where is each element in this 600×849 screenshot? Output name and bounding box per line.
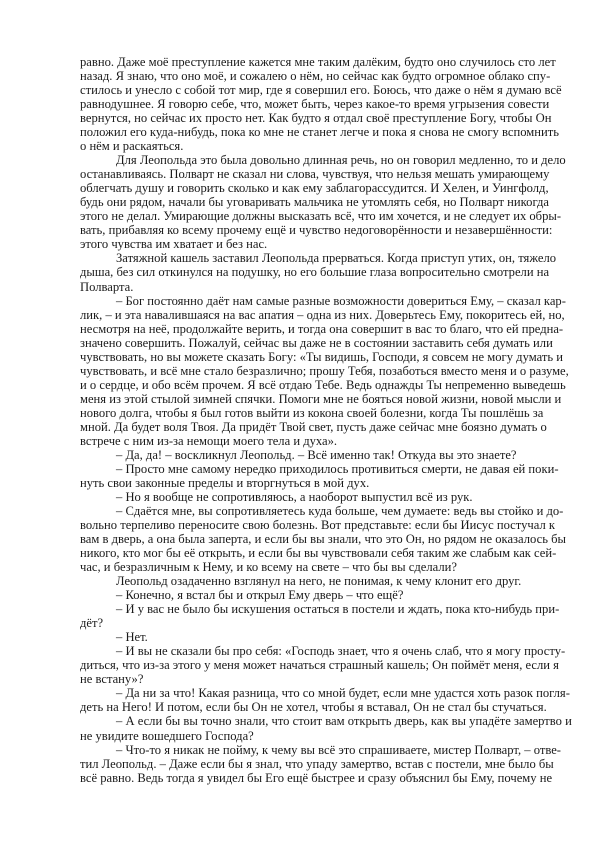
text-line: час, и безразличным к Нему, и ко всему на свете – что бы вы сделали? (80, 560, 457, 575)
text-line: Для Леопольда это была довольно длинная речь, но он говорил медленно, то и дело (116, 153, 566, 168)
text-line: диться, что из-за этого у меня может начаться страшный кашель; Он поймёт меня, если я (80, 658, 559, 673)
text-line: останавливаясь. Полварт не сказал ни слова, чувствуя, что нельзя мешать умирающему (80, 167, 550, 182)
text-line: несмотря на неё, продолжайте верить, и тогда она совершит в вас то благо, что ей предна- (80, 321, 564, 336)
document-page-text (80, 55, 572, 785)
text-line: деть на Него! И потом, если бы Он не хотел, чтобы я вставал, Он не стал бы стучаться. (80, 700, 547, 715)
text-line: – Что-то я никак не пойму, к чему вы всё это спрашиваете, мистер Полварт, – отве- (116, 742, 561, 757)
text-line: дёт? (80, 616, 104, 631)
text-line: всё равно. Ведь тогда я увидел бы Его ещё быстрее и сразу объяснил бы Ему, почему не (80, 770, 553, 785)
text-line: – Да, да! – воскликнул Леопольд. – Всё именно так! Откуда вы это знаете? (116, 447, 517, 462)
text-line: облегчать душу и говорить сколько и как ему заблагорассудится. И Хелен, и Уингфолд, (80, 181, 549, 196)
text-line: – Бог постоянно даёт нам самые разные возможности довериться Ему, – сказал кар- (116, 293, 566, 308)
text-line: чувствовать, но вы можете сказать Богу: «Ты видишь, Господи, я совсем не могу думать и (80, 349, 563, 364)
text-line: – Нет. (116, 630, 148, 645)
text-line: будь они рядом, начали бы уговаривать мальчика не утомлять себя, но Полварт никогда (80, 195, 549, 210)
text-line: – И вы не сказали бы про себя: «Господь знает, что я очень слаб, что я могу просту- (116, 644, 566, 659)
text-line: Леопольд озадаченно взглянул на него, не понимая, к чему клонит его друг. (116, 574, 522, 589)
text-line: – И у вас не было бы искушения остаться в постели и ждать, пока кто-нибудь при- (116, 602, 560, 617)
text-line: не увидите вошедшего Господа? (80, 728, 254, 743)
text-line: – Просто мне самому нередко приходилось противиться смерти, не давая ей поки- (116, 461, 559, 476)
text-line: о нём и раскаяться. (80, 139, 184, 154)
text-line: этого не делал. Умирающие должны высказать всё, что им хочется, и не следует их обры- (80, 209, 562, 224)
text-line: вам в дверь, а она была заперта, и если бы вы знали, что это Он, но рядом не оказалось бы (80, 532, 566, 547)
text-line: дыша, без сил откинулся на подушку, но его большие глаза вопросительно смотрели на (80, 265, 550, 280)
text-line: – Да ни за что! Какая разница, что со мной будет, если мне удастся хоть разок погля- (116, 686, 570, 701)
text-line: меня из этой стылой зимней спячки. Помоги мне не бояться новой жизни, новой мысли и (80, 391, 562, 406)
text-line: стилось и унесло с собой тот мир, где я совершил его. Боюсь, что даже о нём я думаю всё (80, 83, 562, 98)
text-line: назад. Я знаю, что оно моё, и сожалею о нём, но сейчас как будто огромное облако спу- (80, 69, 551, 84)
text-line: вать, прибавляя ко всему прочему ещё и чувство недоговорённости и незавершённости: (80, 223, 553, 238)
text-line: Полварта. (80, 279, 134, 294)
text-line: не встану»? (80, 672, 144, 687)
text-line: равнодушнее. Я говорю себе, что, может быть, через какое-то время угрызения совести (80, 97, 550, 112)
text-line: – Конечно, я встал бы и открыл Ему дверь – что ещё? (116, 588, 404, 603)
text-line: Затяжной кашель заставил Леопольда прерваться. Когда приступ утих, он, тяжело (116, 251, 557, 266)
text-line: равно. Даже моё преступление кажется мне таким далёким, будто оно случилось сто лет (80, 55, 556, 69)
text-line: вольно терпеливо переносите свою болезнь. Вот представьте: если бы Иисус постучал к (80, 518, 555, 533)
text-line: вернутся, но сейчас их просто нет. Как будто я отдал своё преступление Богу, чтобы Он (80, 111, 552, 126)
text-line: мной. Да будет воля Твоя. Да придёт Твой свет, пусть даже сейчас мне боязно думать о (80, 419, 547, 434)
text-line: лик, – и эта навалившаяся на вас апатия – одна из них. Доверьтесь Ему, покоритесь ей, но, (80, 307, 565, 322)
text-line: никого, кто мог бы её открыть, и если бы вы чувствовали себя таким же слабым как сей- (80, 546, 557, 561)
text-line: значено совершить. Пожалуй, сейчас вы даже не в состоянии заставить себя думать или (80, 335, 553, 350)
text-line: встрече с ним из-за немощи моего тела и духа». (80, 433, 338, 448)
text-line: – Сдаётся мне, вы сопротивляетесь куда больше, чем думаете: ведь вы стойко и до- (116, 504, 564, 518)
text-line: – А если бы вы точно знали, что стоит вам открыть дверь, как вы упадёте замертво и (116, 714, 572, 729)
text-line: нуть свои законные пределы и вторгнуться в мой дух. (80, 475, 370, 490)
text-line: нового долга, чтобы я был готов выйти из кокона своей болезни, когда Ты пошлёшь за (80, 405, 544, 420)
text-line: положил его куда-нибудь, пока ко мне не станет легче и пока я снова не смогу вспомнить (80, 125, 559, 140)
text-line: тил Леопольд. – Даже если бы я знал, что упаду замертво, встав с постели, мне было бы (80, 756, 554, 771)
text-line: и о сердце, и обо всём прочем. Я всё отдаю Тебе. Ведь однажды Ты непременно выведешь (80, 377, 566, 392)
text-line: этого чувства им хватает и без нас. (80, 237, 268, 252)
text-line: чувствовать, и всё мне стало безразлично; прошу Тебя, позаботься вместо меня и о разуме, (80, 363, 569, 378)
text-line: – Но я вообще не сопротивляюсь, а наоборот выпустил всё из рук. (116, 489, 473, 504)
